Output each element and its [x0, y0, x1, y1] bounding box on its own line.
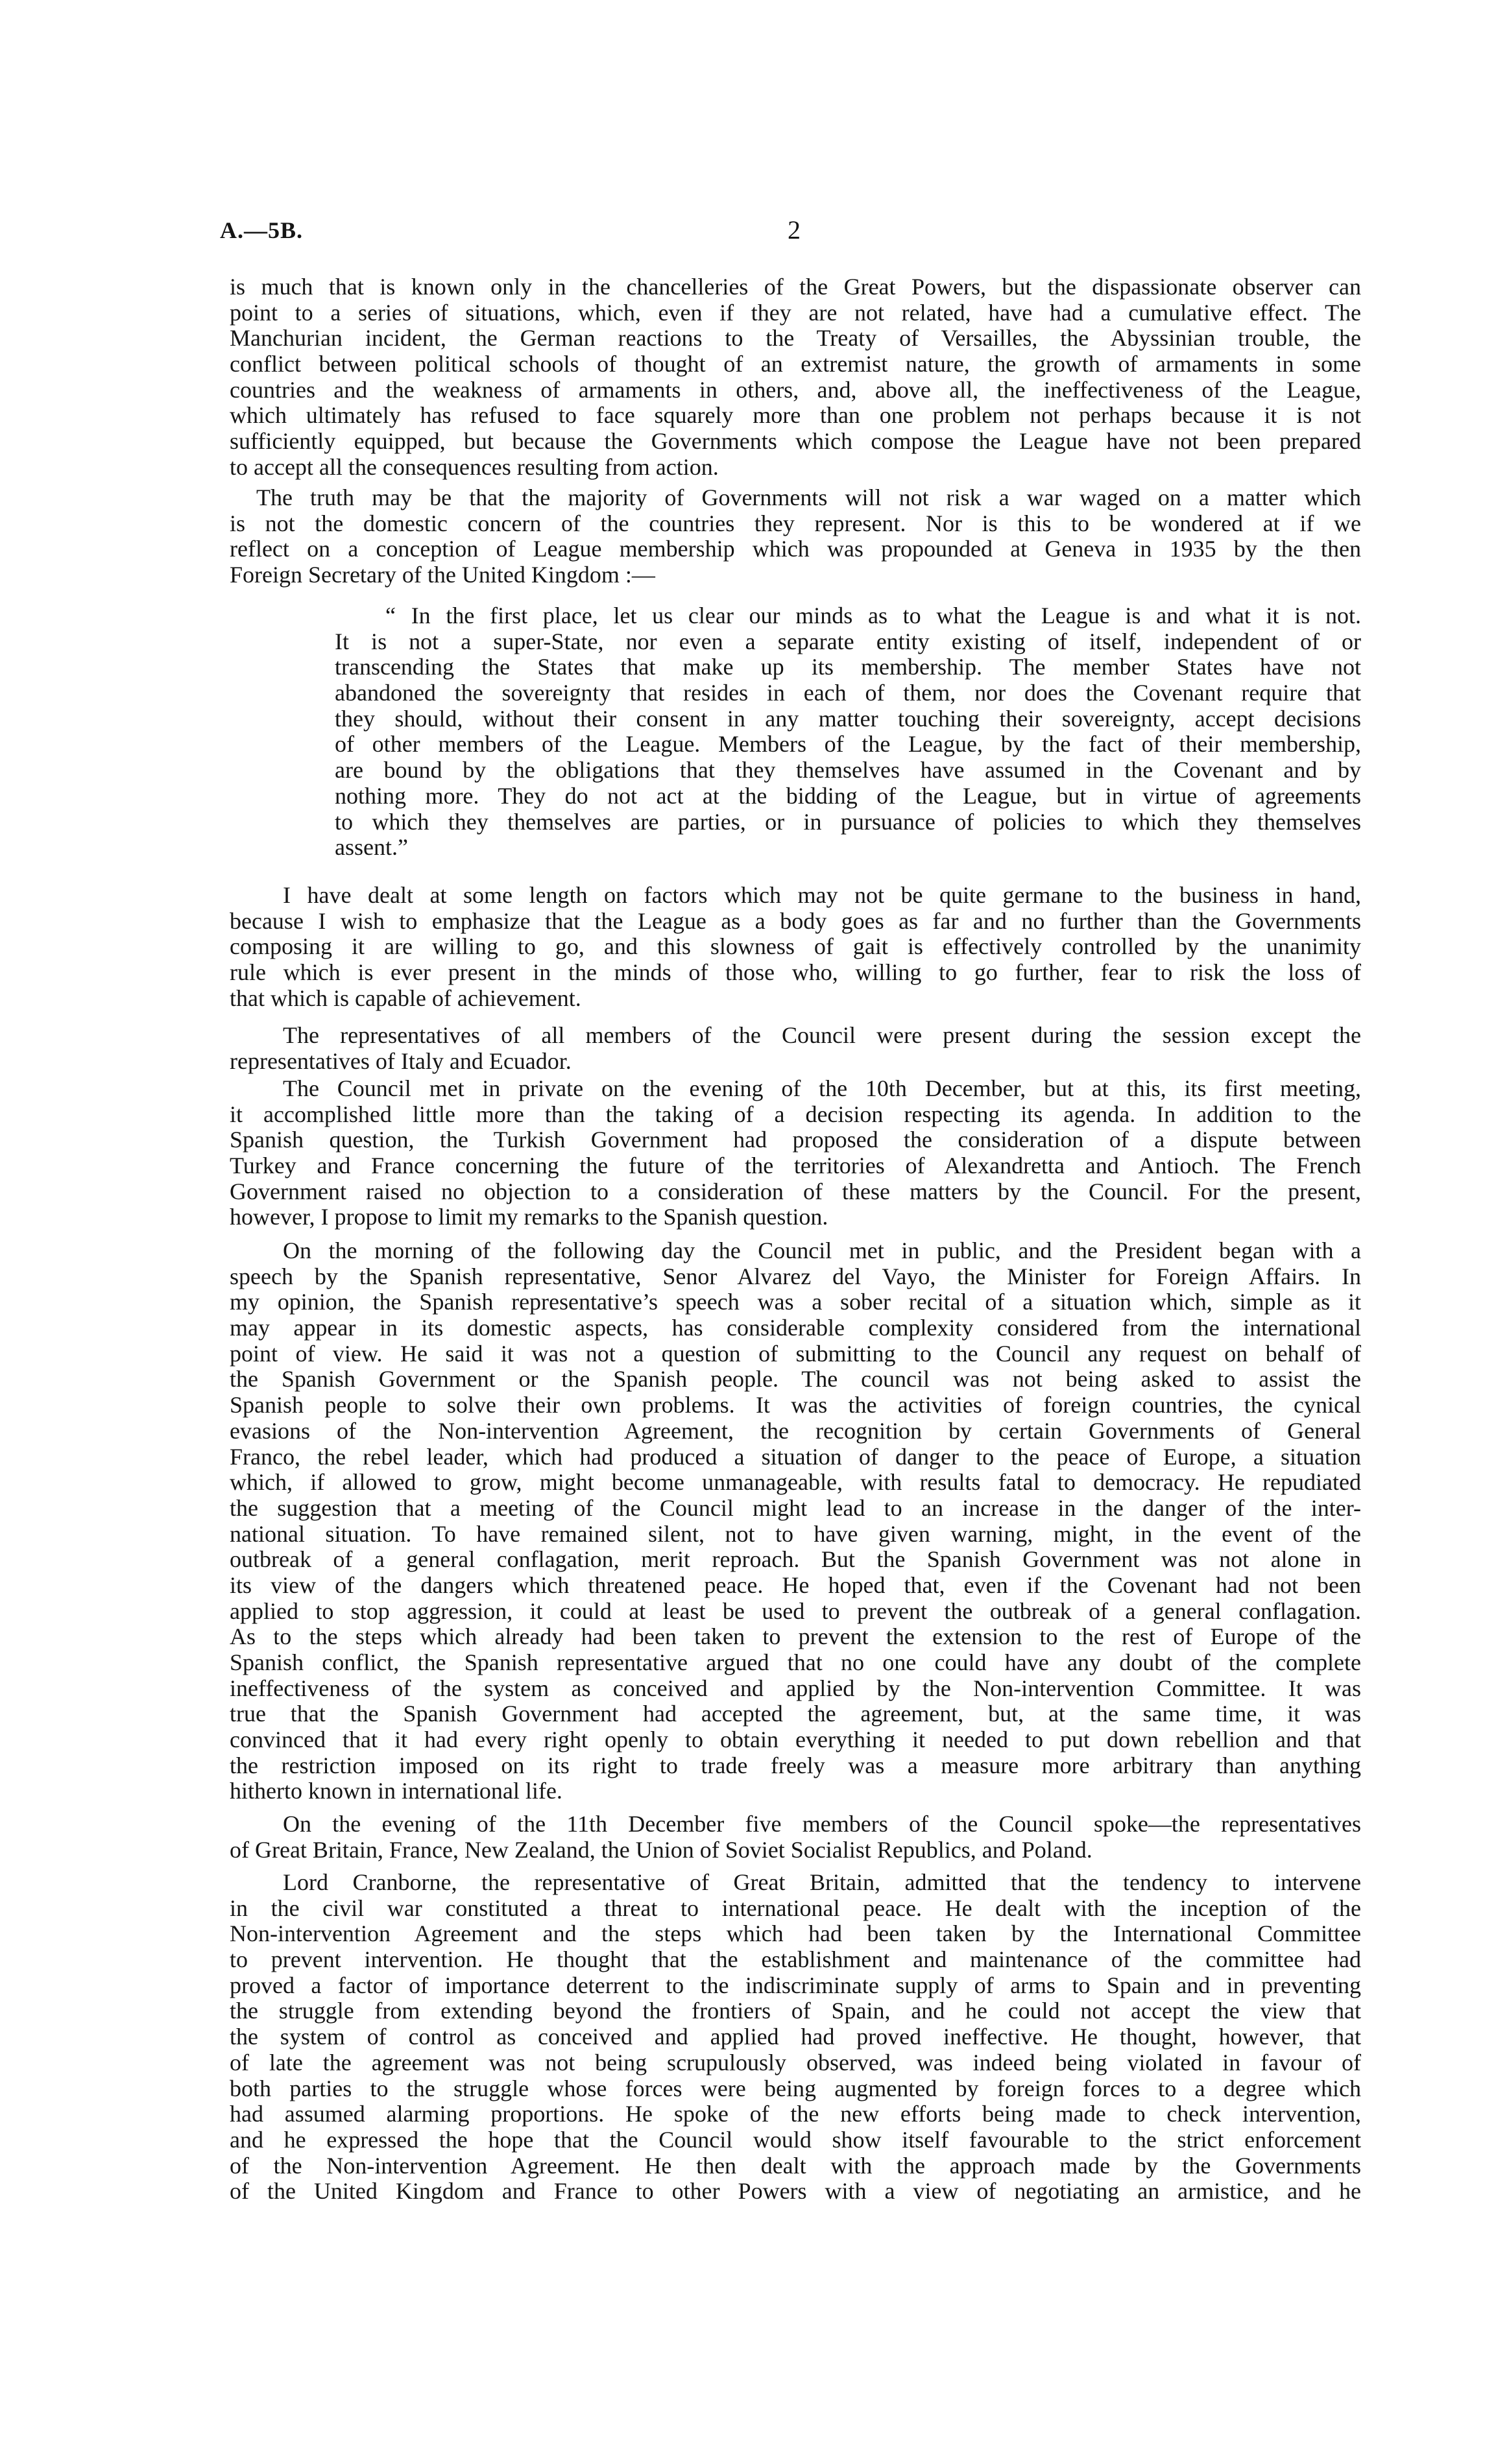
paragraph-continuation	[230, 274, 1361, 481]
text-line: abandoned the sovereignty that resides in each of them, nor does the Covenant require that	[335, 680, 1361, 706]
text-line: which, if allowed to grow, might become unmanageable, with results fatal to democracy. He repudiated	[230, 1470, 1361, 1496]
page-number: 2	[788, 215, 801, 245]
text-line: are bound by the obligations that they themselves have assumed in the Covenant and by	[335, 758, 1361, 783]
text-line: which ultimately has refused to face squarely more than one problem not perhaps because it is not	[230, 403, 1361, 429]
text-line: ineffectiveness of the system as conceived and applied by the Non-intervention Committee. It was	[230, 1675, 1361, 1701]
paragraph	[230, 1076, 1361, 1230]
block-quotation	[335, 603, 1361, 861]
text-line: proved a factor of importance deterrent to the indiscriminate supply of arms to Spain and in preventing	[230, 1972, 1361, 1998]
text-line: point to a series of situations, which, even if they are not related, have had a cumulative effect. The	[230, 300, 1361, 326]
text-line: and he expressed the hope that the Council would show itself favourable to the strict enforcement	[230, 2127, 1361, 2153]
text-line: transcending the States that make up its membership. The member States have not	[335, 654, 1361, 680]
text-line: in the civil war constituted a threat to international peace. He dealt with the inception of the	[230, 1895, 1361, 1921]
text-line: On the morning of the following day the Council met in public, and the President began with a	[283, 1238, 1361, 1263]
text-line: national situation. To have remained silent, not to have given warning, might, in the event of the	[230, 1521, 1361, 1547]
text-line: “ In the first place, let us clear our minds as to what the League is and what it is not.	[385, 603, 1361, 628]
paragraph	[230, 1023, 1361, 1074]
text-line: the Spanish Government or the Spanish people. The council was not being asked to assist the	[230, 1367, 1361, 1393]
text-line: conflict between political schools of thought of an extremist nature, the growth of armaments in some	[230, 352, 1361, 377]
text-line: Government raised no objection to a consideration of these matters by the Council. For the present,	[230, 1178, 1361, 1204]
text-line: both parties to the struggle whose forces were being augmented by foreign forces to a degree which	[230, 2075, 1361, 2101]
text-line: my opinion, the Spanish representative’s speech was a sober recital of a situation which, simple as it	[230, 1289, 1361, 1315]
text-line: On the evening of the 11th December five members of the Council spoke—the representatives	[283, 1812, 1361, 1837]
text-line: is not the domestic concern of the countries they represent. Nor is this to be wondered at if we	[230, 510, 1361, 536]
text-line: assent.”	[335, 835, 408, 861]
paragraph	[230, 1812, 1361, 1863]
text-line: Manchurian incident, the German reactions to the Treaty of Versailles, the Abyssinian trouble, the	[230, 326, 1361, 352]
text-line: of the United Kingdom and France to other Powers with a view of negotiating an armistice, and he	[230, 2179, 1361, 2205]
paragraph	[230, 1870, 1361, 2205]
text-line: convinced that it had every right openly to obtain everything it needed to put down rebellion and that	[230, 1727, 1361, 1753]
text-line: I have dealt at some length on factors which may not be quite germane to the business in hand,	[283, 883, 1361, 908]
text-line: however, I propose to limit my remarks to the Spanish question.	[230, 1204, 828, 1230]
text-line: the struggle from extending beyond the frontiers of Spain, and he could not accept the view that	[230, 1998, 1361, 2024]
text-line: Spanish conflict, the Spanish representative argued that no one could have any doubt of the complete	[230, 1650, 1361, 1675]
text-line: composing it are willing to go, and this slowness of gait is effectively controlled by the unanimity	[230, 934, 1361, 960]
text-line: of late the agreement was not being scrupulously observed, was indeed being violated in favour of	[230, 2050, 1361, 2075]
paragraph	[230, 485, 1361, 588]
text-line: It is not a super-State, nor even a separate entity existing of itself, independent of or	[335, 628, 1361, 654]
text-line: of the Non-intervention Agreement. He then dealt with the approach made by the Governments	[230, 2153, 1361, 2179]
text-line: to prevent intervention. He thought that the establishment and maintenance of the committee had	[230, 1947, 1361, 1973]
text-line: the restriction imposed on its right to trade freely was a measure more arbitrary than anything	[230, 1752, 1361, 1778]
text-line: speech by the Spanish representative, Senor Alvarez del Vayo, the Minister for Foreign Affairs. In	[230, 1263, 1361, 1289]
text-line: to which they themselves are parties, or in pursuance of policies to which they themselves	[335, 809, 1361, 835]
text-line: its view of the dangers which threatened peace. He hoped that, even if the Covenant had not been	[230, 1572, 1361, 1598]
text-line: the system of control as conceived and applied had proved ineffective. He thought, however, that	[230, 2024, 1361, 2050]
text-line: Non-intervention Agreement and the steps which had been taken by the International Committee	[230, 1921, 1361, 1947]
text-line: rule which is ever present in the minds of those who, willing to go further, fear to risk the loss of	[230, 960, 1361, 986]
text-line: point of view. He said it was not a question of submitting to the Council any request on behalf of	[230, 1341, 1361, 1367]
text-line: of other members of the League. Members of the League, by the fact of their membership,	[335, 732, 1361, 758]
text-line: Franco, the rebel leader, which had produced a situation of danger to the peace of Europe, a situation	[230, 1444, 1361, 1470]
text-line: they should, without their consent in any matter touching their sovereignty, accept decisions	[335, 706, 1361, 732]
text-line: sufficiently equipped, but because the Governments which compose the League have not been prepared	[230, 429, 1361, 455]
text-line: that which is capable of achievement.	[230, 985, 581, 1011]
text-line: true that the Spanish Government had accepted the agreement, but, at the same time, it was	[230, 1701, 1361, 1727]
text-line: representatives of Italy and Ecuador.	[230, 1048, 572, 1074]
text-line: Lord Cranborne, the representative of Great Britain, admitted that the tendency to intervene	[283, 1870, 1361, 1895]
text-line: Spanish people to solve their own problems. It was the activities of foreign countries, the cynical	[230, 1393, 1361, 1418]
text-line: Turkey and France concerning the future of the territories of Alexandretta and Antioch. The French	[230, 1153, 1361, 1179]
text-line: because I wish to emphasize that the League as a body goes as far and no further than the Governments	[230, 908, 1361, 934]
text-line: countries and the weakness of armaments in others, and, above all, the ineffectiveness of the League,	[230, 377, 1361, 403]
text-line: applied to stop aggression, it could at least be used to prevent the outbreak of a general conflagation.	[230, 1598, 1361, 1624]
paragraph	[230, 1238, 1361, 1804]
text-line: the suggestion that a meeting of the Council might lead to an increase in the danger of the inter-	[230, 1495, 1361, 1521]
text-line: Foreign Secretary of the United Kingdom :—	[230, 562, 655, 588]
text-line: of Great Britain, France, New Zealand, the Union of Soviet Socialist Republics, and Poland.	[230, 1837, 1093, 1863]
text-line: outbreak of a general conflagation, merit reproach. But the Spanish Government was not alone in	[230, 1547, 1361, 1573]
text-line: The representatives of all members of the Council were present during the session except the	[283, 1023, 1361, 1048]
text-line: The truth may be that the majority of Governments will not risk a war waged on a matter which	[256, 485, 1361, 510]
text-line: The Council met in private on the evening of the 10th December, but at this, its first meeting,	[283, 1076, 1361, 1101]
paragraph	[230, 883, 1361, 1011]
text-line: to accept all the consequences resulting from action.	[230, 454, 719, 480]
text-line: As to the steps which already had been taken to prevent the extension to the rest of Europe of the	[230, 1624, 1361, 1650]
text-line: nothing more. They do not act at the bidding of the League, but in virtue of agreements	[335, 783, 1361, 809]
text-line: evasions of the Non-intervention Agreement, the recognition by certain Governments of General	[230, 1418, 1361, 1444]
text-line: Spanish question, the Turkish Government had proposed the consideration of a dispute between	[230, 1127, 1361, 1153]
section-code: A.—5B.	[220, 217, 304, 243]
text-line: is much that is known only in the chancelleries of the Great Powers, but the dispassionate observer can	[230, 274, 1361, 300]
text-line: may appear in its domestic aspects, has considerable complexity considered from the international	[230, 1315, 1361, 1341]
text-line: reflect on a conception of League membership which was propounded at Geneva in 1935 by the then	[230, 536, 1361, 562]
text-line: it accomplished little more than the taking of a decision respecting its agenda. In addition to the	[230, 1101, 1361, 1127]
text-line: had assumed alarming proportions. He spoke of the new efforts being made to check intervention,	[230, 2101, 1361, 2127]
text-line: hitherto known in international life.	[230, 1778, 562, 1804]
